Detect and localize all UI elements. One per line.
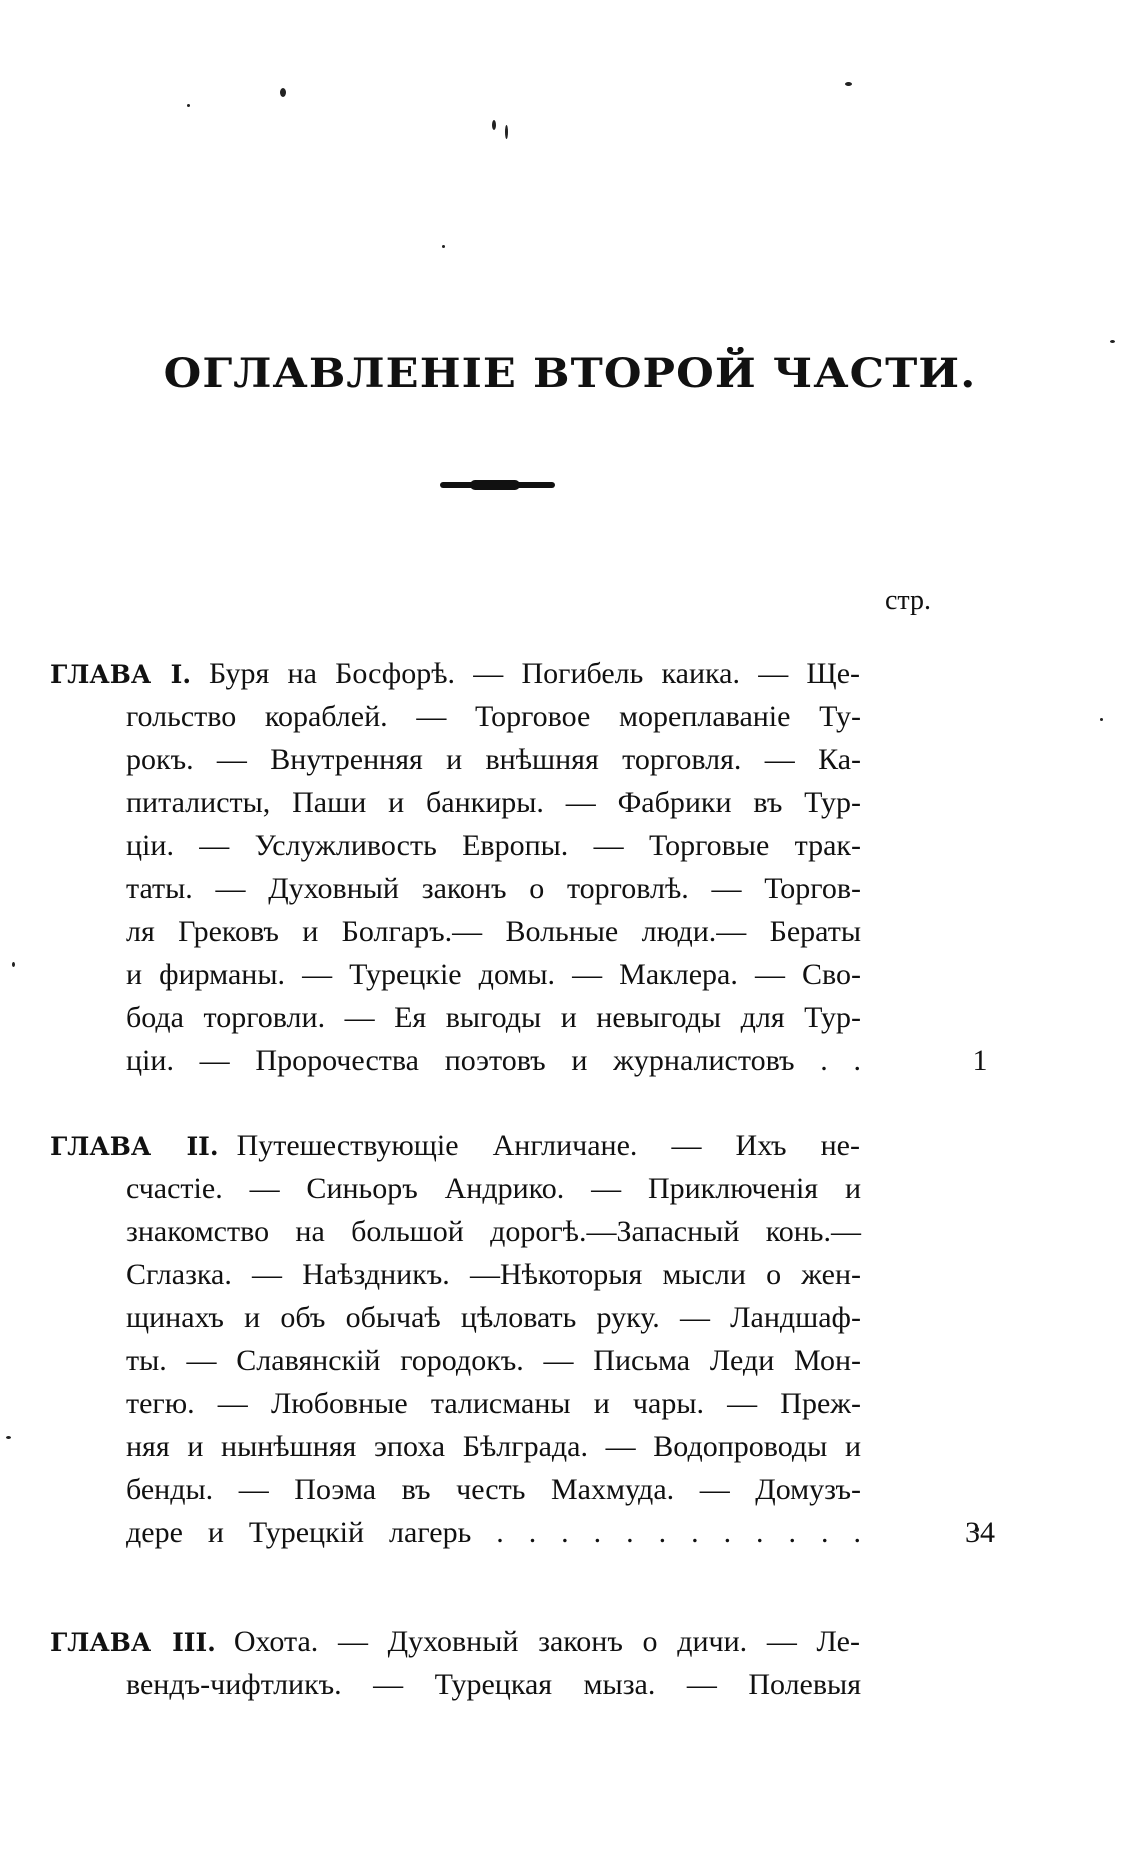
page-column-label: стр. bbox=[885, 585, 932, 616]
toc-entry-chapter-3 bbox=[50, 1620, 1000, 1706]
toc-line: Охота. — Духовный законъ о дичи. — Ле- bbox=[233, 1625, 860, 1658]
toc-line: тегю. — Любовные талисманы и чары. — Преж- bbox=[126, 1387, 861, 1420]
chapter-label: ГЛАВА I. bbox=[50, 660, 192, 689]
page-number: 1 bbox=[972, 1044, 988, 1077]
toc-line: знакомство на большой дорогѣ.—Запасный конь.— bbox=[126, 1215, 861, 1248]
toc-line: рокъ. — Внутренняя и внѣшняя торговля. — Ка- bbox=[126, 743, 861, 776]
chapter-label: ГЛАВА III. bbox=[50, 1628, 216, 1657]
toc-entry-chapter-1 bbox=[50, 652, 1000, 1082]
toc-line: ціи. — Услужливость Европы. — Торговые трак- bbox=[126, 829, 861, 862]
toc-line: ля Грековъ и Болгаръ.— Вольные люди.— Бераты bbox=[126, 915, 861, 948]
toc-line: счастіе. — Синьоръ Андрико. — Приключенія и bbox=[126, 1172, 861, 1205]
toc-line: дере и Турецкій лагерь . . . . . . . . . . . . bbox=[126, 1516, 861, 1549]
toc-line: щинахъ и объ обычаѣ цѣловать руку. — Ландшаф- bbox=[126, 1301, 861, 1334]
toc-line: ціи. — Пророчества поэтовъ и журналистовъ . . bbox=[126, 1044, 861, 1077]
toc-line: бенды. — Поэма въ честь Махмуда. — Домузъ- bbox=[126, 1473, 861, 1506]
toc-line: Путешествующіе Англичане. — Ихъ не- bbox=[236, 1129, 860, 1162]
toc-line: гольство кораблей. — Торговое мореплаваніе Ту- bbox=[126, 700, 861, 733]
toc-line: няя и нынѣшняя эпоха Бѣлграда. — Водопроводы и bbox=[126, 1430, 861, 1463]
toc-line: и фирманы. — Турецкіе домы. — Маклера. — Сво- bbox=[126, 958, 861, 991]
chapter-label: ГЛАВА II. bbox=[50, 1132, 219, 1161]
toc-line: вендъ-чифтликъ. — Турецкая мыза. — Полевыя bbox=[126, 1668, 861, 1701]
toc-line: Буря на Босфорѣ. — Погибель каика. — Ще- bbox=[209, 657, 860, 690]
toc-line: таты. — Духовный законъ о торговлѣ. — Торгов- bbox=[126, 872, 861, 905]
toc-line: ты. — Славянскій городокъ. — Письма Леди Мон- bbox=[126, 1344, 861, 1377]
title-ornament-rule bbox=[440, 482, 555, 488]
page-number: 34 bbox=[965, 1516, 995, 1549]
toc-line: питалисты, Паши и банкиры. — Фабрики въ Тур- bbox=[126, 786, 861, 819]
toc-line: Сглазка. — Наѣздникъ. —Нѣкоторыя мысли о жен- bbox=[126, 1258, 861, 1291]
page-title: ОГЛАВЛЕНІЕ ВТОРОЙ ЧАСТИ. bbox=[163, 350, 977, 397]
toc-line: бода торговли. — Ея выгоды и невыгоды для Тур- bbox=[126, 1001, 861, 1034]
toc-entry-chapter-2 bbox=[50, 1124, 1000, 1554]
